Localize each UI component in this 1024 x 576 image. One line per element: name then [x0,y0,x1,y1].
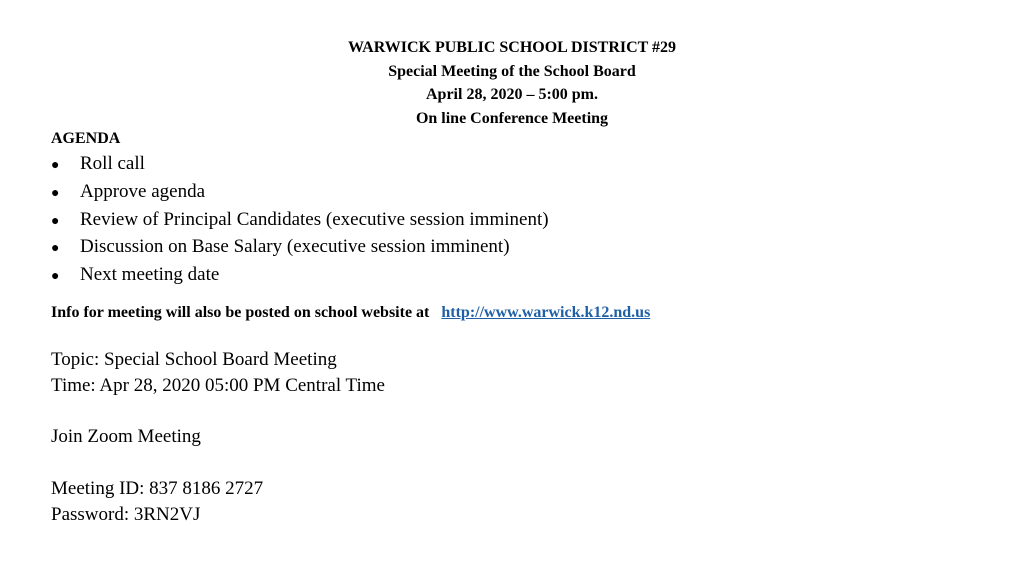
agenda-heading: AGENDA [51,130,121,147]
join-zoom-label: Join Zoom Meeting [51,426,201,447]
zoom-credentials [51,476,263,528]
meeting-topic: Topic: Special School Board Meeting [51,349,337,370]
join-zoom-block [51,424,201,450]
meeting-date-time: April 28, 2020 – 5:00 pm. [426,86,598,103]
agenda-item [51,234,549,262]
website-info-text: Info for meeting will also be posted on school website at [51,304,430,321]
agenda-item [51,207,549,235]
meeting-type: Special Meeting of the School Board [388,62,636,80]
bullet-icon: ● [51,269,60,285]
agenda-item-label: Roll call [80,153,145,174]
meeting-format: On line Conference Meeting [415,109,609,127]
bullet-icon: ● [51,241,60,257]
zoom-topic-block [51,347,385,399]
meeting-time: Time: Apr 28, 2020 05:00 PM Central Time [51,374,385,396]
agenda-item-label: Next meeting date [80,264,220,286]
bullet-icon: ● [51,158,60,173]
agenda-item [51,262,549,290]
agenda-item [51,151,549,179]
agenda-list [51,151,549,290]
website-info [51,302,650,324]
agenda-item [51,179,549,207]
agenda-item-label: Approve agenda [80,180,206,202]
bullet-icon: ● [51,185,60,201]
school-website-link[interactable]: http://www.warwick.k12.nd.us [441,304,651,321]
agenda-item-label: Review of Principal Candidates (executive session imminent) [80,208,549,230]
agenda-item-label: Discussion on Base Salary (executive session imminent) [80,236,510,258]
document-header [0,36,1024,130]
bullet-icon: ● [51,213,60,229]
meeting-password: Password: 3RN2VJ [51,503,201,525]
meeting-id: Meeting ID: 837 8186 2727 [51,478,264,499]
district-title: WARWICK PUBLIC SCHOOL DISTRICT #29 [347,39,677,56]
